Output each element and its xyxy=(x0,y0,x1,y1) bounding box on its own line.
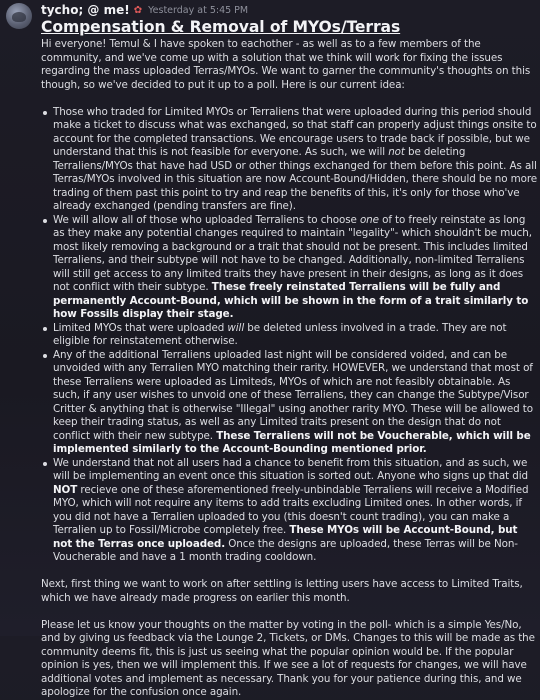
bullet-list xyxy=(41,106,538,565)
next-paragraph: Next, first thing we want to work on after settling is letting users have access to Limited Traits, which we have already made progress on earlier this month. xyxy=(41,578,523,604)
avatar[interactable] xyxy=(6,3,32,29)
list-item: Any of the additional Terraliens uploaded last night will be considered voided, and can be unvoided with any Terralien MYO matching their rarity. HOWEVER, we understand that most of these Terraliens were uploaded as Limiteds, MYOs of which are not feasibly obtainable. As such, if any user wishes to unvoid one of these Terraliens, they can change the Subtype/Visor Critter & anything that is otherwise "Illegal" using another rarity MYO. These will be allowed to keep their trading status, as well as any Limited traits present on the design that do not conflict with their new subtype. These Terraliens will not be Voucherable, which will be implemented similarly to the Account-Bounding mentioned prior. xyxy=(41,349,538,457)
list-item: We understand that not all users had a chance to benefit from this situation, and as such, we will be implementing an event once this situation is sorted out. Anyone who signs up that did NOT recieve one of these aforementioned freely-unbindable Terraliens will receive a Modified MYO, which will not require any items to add traits excluding Limited ones. In other words, if you did not have a Terralien uploaded to you (this doesn't count trading), you can make a Terralien up to Fossil/Microbe completely free. These MYOs will be Account-Bound, but not the Terras once uploaded. Once the designs are uploaded, these Terras will be Non-Voucherable and have a 1 month trading cooldown. xyxy=(41,457,538,565)
closing-paragraph: Please let us know your thoughts on the matter by voting in the poll- which is a simple Yes/No, and by giving us feedback via the Lounge 2, Tickets, or DMs. Changes to this will be made as the community deems fit, this is just us seeing what the popular opinion would be. If the popular opinion is yes, then we will implement this. If we see a lot of requests for changes, we will have additional votes and implement as necessary. Thank you for your patience during this, and we apologize for the confusion once again. xyxy=(41,618,535,698)
author-name[interactable]: tycho; @ me! xyxy=(41,3,130,17)
message-body xyxy=(41,38,538,700)
list-item: Those who traded for Limited MYOs or Terraliens that were uploaded during this period should make a ticket to discuss what was exchanged, so that staff can properly adjust things onsite to account for the completed transactions. We encourage users to trade back if possible, but we understand that this is not feasible for everyone. As such, we will not be deleting Terraliens/MYOs that have had USD or other things exchanged for them before this point. As all Terras/MYOs involved in this situation are now Account-Bound/Hidden, there should be no more trading of them past this point to try and reap the benefits of this, it's only for those who've already exchanged (pending transfers are fine). xyxy=(41,106,538,214)
flower-icon: ✿ xyxy=(133,4,143,16)
message-title: Compensation & Removal of MYOs/Terras xyxy=(41,18,401,36)
list-item: Limited MYOs that were uploaded will be deleted unless involved in a trade. They are not eligible for reinstatement otherwise. xyxy=(41,322,538,349)
timestamp[interactable]: Yesterday at 5:45 PM xyxy=(148,4,249,16)
message-header xyxy=(41,2,248,18)
intro-paragraph: Hi everyone! Temul & I have spoken to eachother - as well as to a few members of the community, and we've come up with a solution that we think will work for fixing the issues regarding the mass uploaded Terras/MYOs. We want to garner the community's thoughts on this though, so we've decided to put it up to a poll. Here is our current idea: xyxy=(41,38,531,91)
list-item: We will allow all of those who uploaded Terraliens to choose one of to freely reinstate as long as they make any potential changes required to maintain "legality"- which shouldn't be much, most likely removing a background or a trait that should not be present. This includes limited Terraliens, and their subtype will not have to be changed. Additionally, non-limited Terraliens will still get access to any limited traits they have present in their designs, as long as it does not conflict with their subtype. These freely reinstated Terraliens will be fully and permanently Account-Bound, which will be shown in the form of a trait similarly to how Fossils display their stage. xyxy=(41,214,538,322)
